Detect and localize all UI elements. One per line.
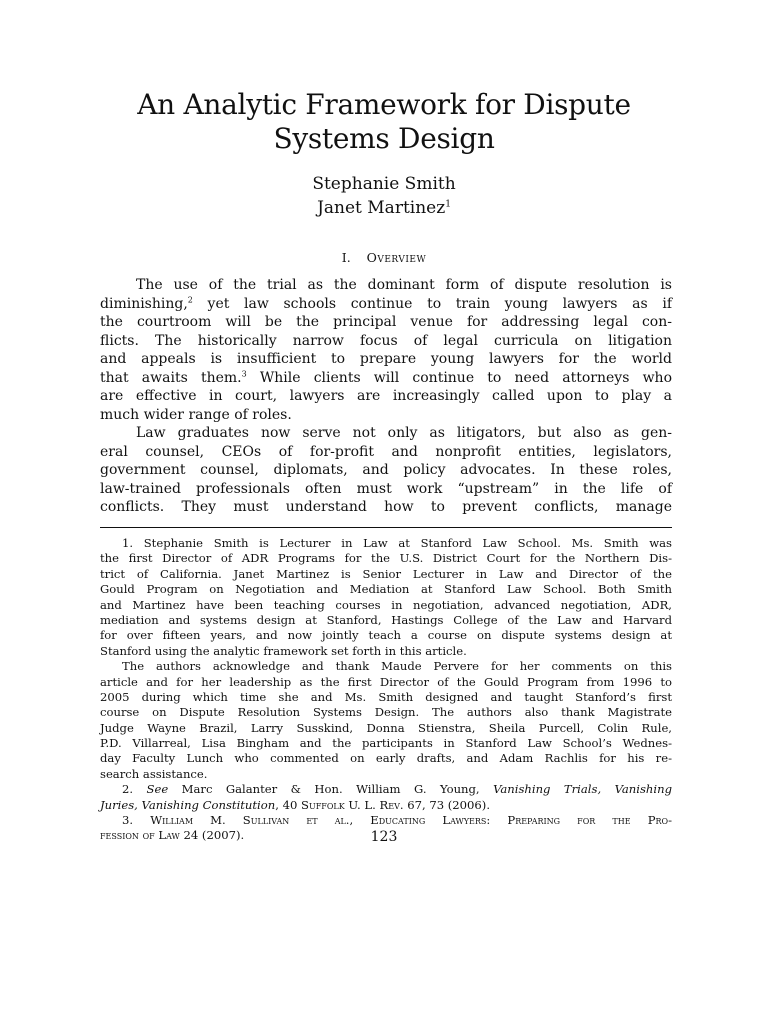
- footnote-line: [100, 813, 672, 828]
- body-line: The use of the trial as the dominant form of dispute resolution is: [136, 277, 672, 293]
- footnote-line: Stanford using the analytic framework set forth in this article.: [100, 643, 467, 658]
- page-number: 123: [370, 829, 398, 845]
- footnote-line: 2005 during which time she and Ms. Smith designed and taught Stanford’s first: [100, 689, 672, 704]
- footnote-line: Gould Program on Negotiation and Mediation at Stanford Law School. Both Smith: [100, 582, 672, 597]
- body-line: are effective in court, lawyers are increasingly called upon to play a: [100, 388, 672, 404]
- body-line: eral counsel, CEOs of for-profit and nonprofit entities, legislators,: [100, 443, 672, 460]
- citation-title: fession of Law: [100, 828, 180, 843]
- footnote-fragment: 67, 73 (2006).: [403, 797, 491, 812]
- section-number: I.: [341, 250, 351, 265]
- footnote-line: [100, 798, 672, 813]
- body-line: much wider range of roles.: [100, 406, 292, 423]
- footnote-fragment: 24 (2007).: [179, 828, 245, 843]
- footnote-2: [100, 782, 672, 813]
- paragraph-1: [100, 276, 672, 424]
- body-line: [100, 369, 672, 388]
- footnote-line: The authors acknowledge and thank Maude Pervere for her comments on this: [122, 659, 672, 674]
- citation-title: Juries, Vanishing Constitution: [100, 797, 276, 812]
- footnote-number: 2.: [122, 782, 134, 797]
- footnote-line: search assistance.: [100, 766, 208, 781]
- section-title: Overview: [366, 250, 427, 265]
- footnote-line: the first Director of ADR Programs for the U.S. District Court for the Northern Dis-: [100, 551, 672, 566]
- footnotes: [100, 536, 672, 844]
- section-heading: [0, 249, 768, 267]
- author-smith: Stephanie Smith: [312, 174, 456, 194]
- footnote-fragment: Marc Galanter & Hon. William G. Young,: [168, 782, 494, 797]
- footnote-line: article and for her leadership as the first Director of the Gould Program from 1996 to: [100, 674, 672, 689]
- footnote-fragment: , 40: [275, 797, 302, 812]
- footnote-line: 1. Stephanie Smith is Lecturer in Law at Stanford Law School. Ms. Smith was: [122, 536, 672, 550]
- body-fragment: yet law schools continue to train young lawyers as if: [192, 295, 672, 312]
- footnote-line: [100, 782, 672, 797]
- footnote-ref-3[interactable]: 3: [241, 368, 247, 378]
- paragraph-2: [100, 424, 672, 517]
- body-fragment: diminishing,: [100, 295, 188, 312]
- citation-title: Vanishing Trials, Vanishing: [493, 782, 672, 797]
- footnote-ref-1[interactable]: 1: [445, 199, 451, 210]
- footnote-1-acknowledgments: [100, 659, 672, 782]
- title-line-1: An Analytic Framework for Dispute: [137, 88, 631, 121]
- body-line: government counsel, diplomats, and policy advocates. In these roles,: [100, 462, 672, 478]
- footnote-number: 3.: [122, 813, 134, 828]
- footnote-line: day Faculty Lunch who commented on early drafts, and Adam Rachlis for his re-: [100, 751, 672, 766]
- body-fragment: that awaits them.: [100, 369, 242, 386]
- citation-title: William M. Sullivan et al., Educating Lawyers: Preparing for the Pro-: [150, 813, 673, 828]
- body-line: flicts. The historically narrow focus of legal curricula on litigation: [100, 332, 672, 349]
- footnote-line: course on Dispute Resolution Systems Design. The authors also thank Magistrate: [100, 705, 672, 720]
- author-list: [0, 172, 768, 220]
- citation-signal: See: [146, 782, 169, 797]
- article-title: [0, 88, 768, 156]
- body-line: [100, 295, 672, 314]
- body-line: the courtroom will be the principal venue for addressing legal con-: [100, 314, 672, 330]
- journal-name: Suffolk U. L. Rev.: [301, 797, 404, 812]
- footnote-divider: [100, 527, 672, 528]
- title-line-2: Systems Design: [273, 122, 495, 155]
- body-line: and appeals is insufficient to prepare young lawyers for the world: [100, 351, 672, 367]
- footnote-line: mediation and systems design at Stanford, Hastings College of the Law and Harvard: [100, 612, 672, 627]
- footnote-line: for over fifteen years, and now jointly teach a course on dispute systems design at: [100, 628, 672, 643]
- body-line: law-trained professionals often must work “upstream” in the life of: [100, 480, 672, 497]
- author-martinez: [0, 196, 768, 220]
- footnote-line: Judge Wayne Brazil, Larry Susskind, Donna Stienstra, Sheila Purcell, Colin Rule,: [100, 720, 672, 735]
- footnote-line: P.D. Villarreal, Lisa Bingham and the participants in Stanford Law School’s Wednes-: [100, 736, 672, 751]
- footnote-line: and Martinez have been teaching courses in negotiation, advanced negotiation, ADR,: [100, 597, 672, 612]
- body-text: [100, 276, 672, 517]
- footnote-1: [100, 536, 672, 659]
- footnote-ref-2[interactable]: 2: [187, 294, 193, 304]
- body-fragment: While clients will continue to need attorneys who: [246, 369, 672, 386]
- body-line: conflicts. They must understand how to prevent conflicts, manage: [100, 499, 672, 515]
- body-line: Law graduates now serve not only as litigators, but also as gen-: [136, 425, 672, 441]
- author-martinez-name: Janet Martinez: [317, 198, 446, 218]
- footnote-line: trict of California. Janet Martinez is Senior Lecturer in Law and Director of the: [100, 566, 672, 581]
